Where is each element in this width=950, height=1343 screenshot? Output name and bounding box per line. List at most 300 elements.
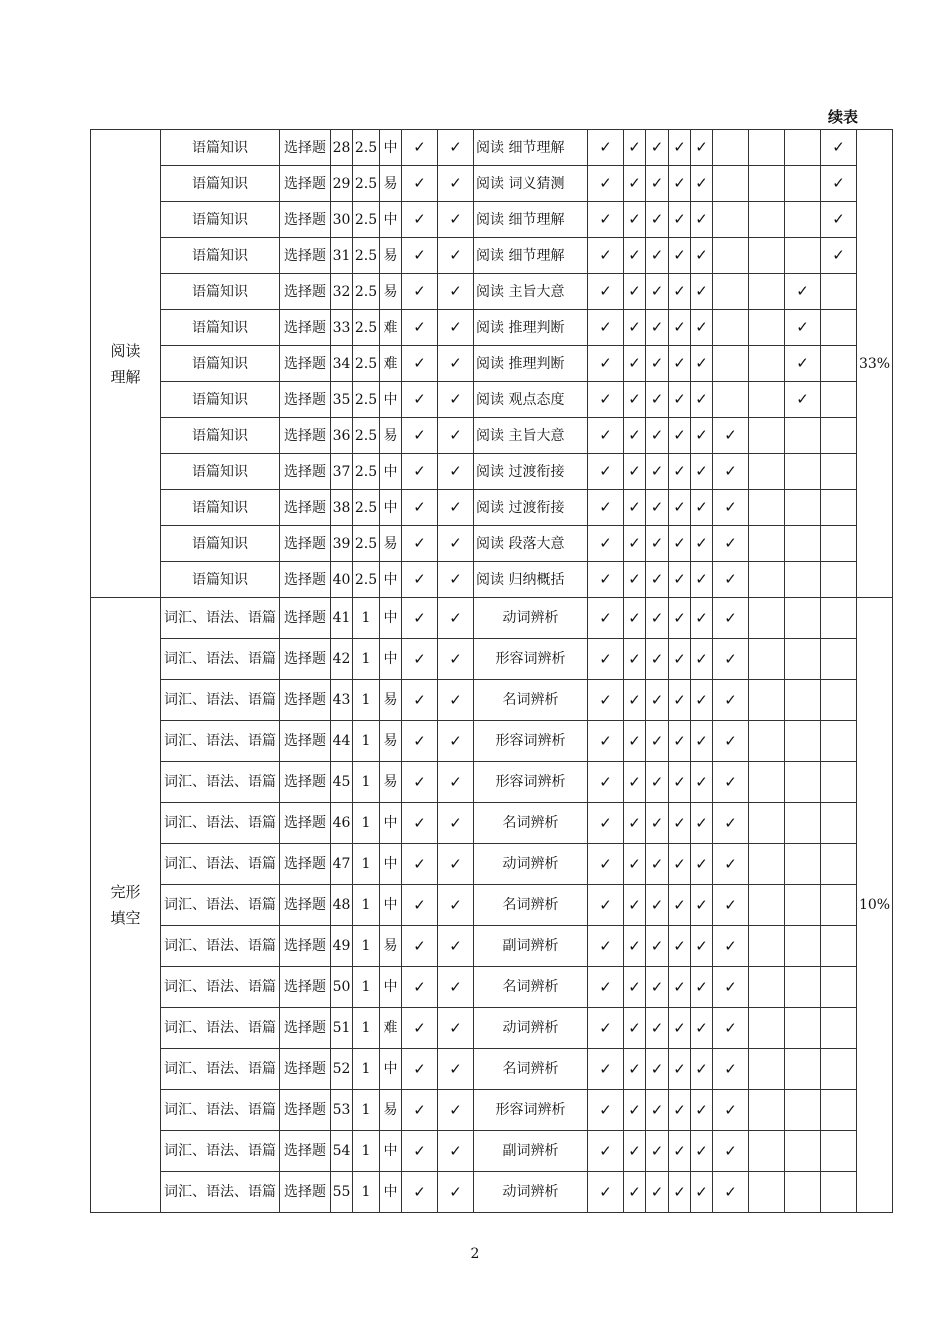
empty-cell xyxy=(821,721,857,762)
empty-cell xyxy=(821,346,857,382)
empty-cell xyxy=(785,526,821,562)
empty-cell xyxy=(821,1172,857,1213)
check-mark-icon xyxy=(669,885,691,926)
check-mark-icon xyxy=(588,346,624,382)
question-type-cell: 选择题 xyxy=(280,639,331,680)
check-mark-icon xyxy=(438,490,474,526)
score-cell: 1 xyxy=(353,1090,380,1131)
difficulty-cell: 中 xyxy=(380,454,402,490)
check-mark-icon xyxy=(402,346,438,382)
check-mark-icon xyxy=(713,1049,749,1090)
check-mark-icon xyxy=(691,418,713,454)
empty-cell xyxy=(749,130,785,166)
question-type-cell: 选择题 xyxy=(280,1172,331,1213)
difficulty-cell: 易 xyxy=(380,274,402,310)
empty-cell xyxy=(749,454,785,490)
check-mark-icon xyxy=(646,382,669,418)
empty-cell xyxy=(821,885,857,926)
score-cell: 1 xyxy=(353,680,380,721)
empty-cell xyxy=(821,1131,857,1172)
check-mark-icon xyxy=(669,1172,691,1213)
empty-cell xyxy=(785,454,821,490)
content-cell: 词汇、语法、语篇 xyxy=(161,680,280,721)
difficulty-cell: 易 xyxy=(380,418,402,454)
check-mark-icon xyxy=(624,454,646,490)
topic-cell: 阅读 过渡衔接 xyxy=(474,490,588,526)
check-mark-icon xyxy=(669,526,691,562)
check-mark-icon xyxy=(821,238,857,274)
check-mark-icon xyxy=(646,1172,669,1213)
check-mark-icon xyxy=(624,1049,646,1090)
content-cell: 词汇、语法、语篇 xyxy=(161,926,280,967)
question-type-cell: 选择题 xyxy=(280,762,331,803)
check-mark-icon xyxy=(691,1090,713,1131)
check-mark-icon xyxy=(402,885,438,926)
check-mark-icon xyxy=(669,202,691,238)
check-mark-icon xyxy=(438,418,474,454)
difficulty-cell: 中 xyxy=(380,1172,402,1213)
difficulty-cell: 中 xyxy=(380,382,402,418)
content-cell: 词汇、语法、语篇 xyxy=(161,1172,280,1213)
check-mark-icon xyxy=(624,274,646,310)
empty-cell xyxy=(785,490,821,526)
table-row xyxy=(91,1049,893,1090)
score-cell: 2.5 xyxy=(353,130,380,166)
question-type-cell: 选择题 xyxy=(280,274,331,310)
content-cell: 词汇、语法、语篇 xyxy=(161,803,280,844)
empty-cell xyxy=(785,844,821,885)
check-mark-icon xyxy=(588,1090,624,1131)
check-mark-icon xyxy=(821,130,857,166)
empty-cell xyxy=(821,382,857,418)
empty-cell xyxy=(749,639,785,680)
check-mark-icon xyxy=(691,526,713,562)
check-mark-icon xyxy=(624,346,646,382)
check-mark-icon xyxy=(624,310,646,346)
check-mark-icon xyxy=(713,1090,749,1131)
check-mark-icon xyxy=(691,202,713,238)
check-mark-icon xyxy=(624,1131,646,1172)
question-number-cell: 41 xyxy=(331,598,353,639)
check-mark-icon xyxy=(624,926,646,967)
content-cell: 词汇、语法、语篇 xyxy=(161,1049,280,1090)
difficulty-cell: 易 xyxy=(380,526,402,562)
check-mark-icon xyxy=(669,166,691,202)
check-mark-icon xyxy=(438,639,474,680)
topic-cell: 阅读 主旨大意 xyxy=(474,418,588,454)
question-type-cell: 选择题 xyxy=(280,721,331,762)
check-mark-icon xyxy=(646,680,669,721)
check-mark-icon xyxy=(713,680,749,721)
difficulty-cell: 易 xyxy=(380,238,402,274)
check-mark-icon xyxy=(402,166,438,202)
check-mark-icon xyxy=(438,885,474,926)
check-mark-icon xyxy=(624,844,646,885)
check-mark-icon xyxy=(588,454,624,490)
check-mark-icon xyxy=(438,1172,474,1213)
check-mark-icon xyxy=(691,1049,713,1090)
check-mark-icon xyxy=(624,598,646,639)
section-name-line: 理解 xyxy=(110,367,141,386)
question-type-cell: 选择题 xyxy=(280,562,331,598)
check-mark-icon xyxy=(646,1131,669,1172)
question-type-cell: 选择题 xyxy=(280,418,331,454)
check-mark-icon xyxy=(402,1090,438,1131)
score-cell: 1 xyxy=(353,762,380,803)
check-mark-icon xyxy=(588,598,624,639)
topic-cell: 阅读 归纳概括 xyxy=(474,562,588,598)
check-mark-icon xyxy=(669,721,691,762)
check-mark-icon xyxy=(691,639,713,680)
check-mark-icon xyxy=(402,1008,438,1049)
difficulty-cell: 中 xyxy=(380,844,402,885)
question-type-cell: 选择题 xyxy=(280,803,331,844)
check-mark-icon xyxy=(713,885,749,926)
content-cell: 语篇知识 xyxy=(161,130,280,166)
check-mark-icon xyxy=(438,967,474,1008)
check-mark-icon xyxy=(588,274,624,310)
empty-cell xyxy=(749,967,785,1008)
question-number-cell: 54 xyxy=(331,1131,353,1172)
page-number: 2 xyxy=(470,1246,480,1262)
check-mark-icon xyxy=(402,418,438,454)
check-mark-icon xyxy=(691,166,713,202)
table-row xyxy=(91,346,893,382)
question-type-cell: 选择题 xyxy=(280,680,331,721)
check-mark-icon xyxy=(821,166,857,202)
empty-cell xyxy=(785,721,821,762)
topic-cell: 形容词辨析 xyxy=(474,762,588,803)
content-cell: 词汇、语法、语篇 xyxy=(161,1090,280,1131)
content-cell: 词汇、语法、语篇 xyxy=(161,762,280,803)
empty-cell xyxy=(785,166,821,202)
question-number-cell: 36 xyxy=(331,418,353,454)
score-cell: 1 xyxy=(353,885,380,926)
check-mark-icon xyxy=(646,844,669,885)
check-mark-icon xyxy=(669,310,691,346)
content-cell: 词汇、语法、语篇 xyxy=(161,639,280,680)
check-mark-icon xyxy=(588,310,624,346)
check-mark-icon xyxy=(438,274,474,310)
empty-cell xyxy=(713,274,749,310)
check-mark-icon xyxy=(691,454,713,490)
check-mark-icon xyxy=(588,844,624,885)
difficulty-cell: 中 xyxy=(380,562,402,598)
topic-cell: 副词辨析 xyxy=(474,926,588,967)
question-number-cell: 33 xyxy=(331,310,353,346)
content-cell: 词汇、语法、语篇 xyxy=(161,1131,280,1172)
empty-cell xyxy=(749,926,785,967)
score-cell: 2.5 xyxy=(353,418,380,454)
empty-cell xyxy=(749,598,785,639)
topic-cell: 形容词辨析 xyxy=(474,721,588,762)
empty-cell xyxy=(821,562,857,598)
empty-cell xyxy=(749,310,785,346)
score-cell: 2.5 xyxy=(353,274,380,310)
question-number-cell: 31 xyxy=(331,238,353,274)
content-cell: 语篇知识 xyxy=(161,274,280,310)
score-cell: 1 xyxy=(353,844,380,885)
question-number-cell: 45 xyxy=(331,762,353,803)
check-mark-icon xyxy=(588,1008,624,1049)
check-mark-icon xyxy=(785,382,821,418)
check-mark-icon xyxy=(438,346,474,382)
empty-cell xyxy=(749,885,785,926)
table-row xyxy=(91,885,893,926)
check-mark-icon xyxy=(624,202,646,238)
check-mark-icon xyxy=(588,238,624,274)
empty-cell xyxy=(785,1090,821,1131)
table-row xyxy=(91,762,893,803)
score-cell: 1 xyxy=(353,803,380,844)
section-name xyxy=(91,598,161,1213)
empty-cell xyxy=(749,1131,785,1172)
section-name xyxy=(91,130,161,598)
content-cell: 词汇、语法、语篇 xyxy=(161,967,280,1008)
check-mark-icon xyxy=(438,1090,474,1131)
check-mark-icon xyxy=(624,418,646,454)
check-mark-icon xyxy=(588,418,624,454)
check-mark-icon xyxy=(691,238,713,274)
check-mark-icon xyxy=(691,803,713,844)
empty-cell xyxy=(785,598,821,639)
check-mark-icon xyxy=(402,598,438,639)
check-mark-icon xyxy=(402,310,438,346)
check-mark-icon xyxy=(438,166,474,202)
table-row xyxy=(91,1008,893,1049)
empty-cell xyxy=(785,926,821,967)
empty-cell xyxy=(749,526,785,562)
table-row xyxy=(91,562,893,598)
table-row xyxy=(91,844,893,885)
check-mark-icon xyxy=(691,885,713,926)
check-mark-icon xyxy=(713,526,749,562)
score-cell: 1 xyxy=(353,639,380,680)
check-mark-icon xyxy=(713,490,749,526)
score-cell: 1 xyxy=(353,967,380,1008)
question-number-cell: 34 xyxy=(331,346,353,382)
check-mark-icon xyxy=(646,639,669,680)
check-mark-icon xyxy=(669,562,691,598)
difficulty-cell: 易 xyxy=(380,680,402,721)
empty-cell xyxy=(749,1090,785,1131)
check-mark-icon xyxy=(624,967,646,1008)
check-mark-icon xyxy=(713,762,749,803)
score-cell: 2.5 xyxy=(353,454,380,490)
check-mark-icon xyxy=(624,762,646,803)
empty-cell xyxy=(749,680,785,721)
check-mark-icon xyxy=(646,598,669,639)
table-row xyxy=(91,274,893,310)
check-mark-icon xyxy=(624,526,646,562)
question-number-cell: 47 xyxy=(331,844,353,885)
content-cell: 语篇知识 xyxy=(161,382,280,418)
topic-cell: 动词辨析 xyxy=(474,598,588,639)
content-cell: 语篇知识 xyxy=(161,418,280,454)
empty-cell xyxy=(749,1049,785,1090)
topic-cell: 名词辨析 xyxy=(474,803,588,844)
topic-cell: 名词辨析 xyxy=(474,967,588,1008)
check-mark-icon xyxy=(588,1049,624,1090)
check-mark-icon xyxy=(588,562,624,598)
empty-cell xyxy=(785,639,821,680)
topic-cell: 阅读 推理判断 xyxy=(474,346,588,382)
table-row xyxy=(91,967,893,1008)
check-mark-icon xyxy=(588,490,624,526)
check-mark-icon xyxy=(646,721,669,762)
check-mark-icon xyxy=(402,803,438,844)
empty-cell xyxy=(749,1172,785,1213)
difficulty-cell: 易 xyxy=(380,1090,402,1131)
table-row xyxy=(91,926,893,967)
difficulty-cell: 中 xyxy=(380,967,402,1008)
check-mark-icon xyxy=(624,1008,646,1049)
question-type-cell: 选择题 xyxy=(280,346,331,382)
check-mark-icon xyxy=(713,1172,749,1213)
table-row xyxy=(91,803,893,844)
topic-cell: 阅读 细节理解 xyxy=(474,130,588,166)
empty-cell xyxy=(821,454,857,490)
check-mark-icon xyxy=(438,721,474,762)
check-mark-icon xyxy=(669,598,691,639)
question-type-cell: 选择题 xyxy=(280,844,331,885)
question-number-cell: 28 xyxy=(331,130,353,166)
check-mark-icon xyxy=(402,382,438,418)
check-mark-icon xyxy=(402,526,438,562)
empty-cell xyxy=(749,562,785,598)
check-mark-icon xyxy=(821,202,857,238)
empty-cell xyxy=(785,202,821,238)
empty-cell xyxy=(713,238,749,274)
question-number-cell: 49 xyxy=(331,926,353,967)
check-mark-icon xyxy=(624,1090,646,1131)
check-mark-icon xyxy=(438,926,474,967)
check-mark-icon xyxy=(691,762,713,803)
question-number-cell: 39 xyxy=(331,526,353,562)
empty-cell xyxy=(749,803,785,844)
score-cell: 2.5 xyxy=(353,202,380,238)
topic-cell: 形容词辨析 xyxy=(474,639,588,680)
topic-cell: 名词辨析 xyxy=(474,1049,588,1090)
empty-cell xyxy=(785,1172,821,1213)
check-mark-icon xyxy=(669,454,691,490)
question-type-cell: 选择题 xyxy=(280,490,331,526)
question-number-cell: 48 xyxy=(331,885,353,926)
empty-cell xyxy=(749,238,785,274)
empty-cell xyxy=(749,346,785,382)
check-mark-icon xyxy=(713,418,749,454)
empty-cell xyxy=(749,274,785,310)
check-mark-icon xyxy=(588,202,624,238)
question-type-cell: 选择题 xyxy=(280,1131,331,1172)
empty-cell xyxy=(821,967,857,1008)
question-number-cell: 43 xyxy=(331,680,353,721)
score-cell: 1 xyxy=(353,598,380,639)
check-mark-icon xyxy=(588,166,624,202)
check-mark-icon xyxy=(646,1008,669,1049)
question-type-cell: 选择题 xyxy=(280,382,331,418)
table-row xyxy=(91,166,893,202)
empty-cell xyxy=(785,803,821,844)
topic-cell: 阅读 词义猜测 xyxy=(474,166,588,202)
check-mark-icon xyxy=(646,238,669,274)
question-type-cell: 选择题 xyxy=(280,526,331,562)
check-mark-icon xyxy=(691,562,713,598)
check-mark-icon xyxy=(588,1131,624,1172)
check-mark-icon xyxy=(588,382,624,418)
check-mark-icon xyxy=(669,639,691,680)
check-mark-icon xyxy=(624,490,646,526)
check-mark-icon xyxy=(588,803,624,844)
empty-cell xyxy=(785,885,821,926)
empty-cell xyxy=(821,926,857,967)
difficulty-cell: 中 xyxy=(380,490,402,526)
check-mark-icon xyxy=(713,844,749,885)
empty-cell xyxy=(749,418,785,454)
score-cell: 2.5 xyxy=(353,238,380,274)
empty-cell xyxy=(785,418,821,454)
topic-cell: 阅读 段落大意 xyxy=(474,526,588,562)
check-mark-icon xyxy=(713,562,749,598)
check-mark-icon xyxy=(669,967,691,1008)
content-cell: 语篇知识 xyxy=(161,454,280,490)
content-cell: 词汇、语法、语篇 xyxy=(161,721,280,762)
topic-cell: 阅读 过渡衔接 xyxy=(474,454,588,490)
table-row xyxy=(91,130,893,166)
score-cell: 1 xyxy=(353,1172,380,1213)
content-cell: 语篇知识 xyxy=(161,202,280,238)
question-number-cell: 51 xyxy=(331,1008,353,1049)
table-row xyxy=(91,1131,893,1172)
check-mark-icon xyxy=(624,721,646,762)
empty-cell xyxy=(821,639,857,680)
check-mark-icon xyxy=(669,382,691,418)
empty-cell xyxy=(821,526,857,562)
section-percentage: 10% xyxy=(857,598,893,1213)
score-cell: 2.5 xyxy=(353,382,380,418)
check-mark-icon xyxy=(402,490,438,526)
check-mark-icon xyxy=(713,803,749,844)
question-number-cell: 40 xyxy=(331,562,353,598)
score-cell: 1 xyxy=(353,1049,380,1090)
score-cell: 1 xyxy=(353,721,380,762)
check-mark-icon xyxy=(669,490,691,526)
empty-cell xyxy=(821,598,857,639)
difficulty-cell: 易 xyxy=(380,762,402,803)
difficulty-cell: 中 xyxy=(380,639,402,680)
check-mark-icon xyxy=(438,1131,474,1172)
empty-cell xyxy=(785,762,821,803)
empty-cell xyxy=(821,1049,857,1090)
check-mark-icon xyxy=(785,274,821,310)
question-number-cell: 42 xyxy=(331,639,353,680)
check-mark-icon xyxy=(691,1172,713,1213)
check-mark-icon xyxy=(588,526,624,562)
content-cell: 语篇知识 xyxy=(161,562,280,598)
check-mark-icon xyxy=(438,202,474,238)
check-mark-icon xyxy=(438,526,474,562)
question-type-cell: 选择题 xyxy=(280,1008,331,1049)
check-mark-icon xyxy=(438,1008,474,1049)
check-mark-icon xyxy=(691,926,713,967)
empty-cell xyxy=(785,238,821,274)
table-row xyxy=(91,490,893,526)
check-mark-icon xyxy=(646,202,669,238)
section-name-line: 完形 xyxy=(110,883,141,901)
check-mark-icon xyxy=(646,1090,669,1131)
check-mark-icon xyxy=(646,346,669,382)
empty-cell xyxy=(749,166,785,202)
